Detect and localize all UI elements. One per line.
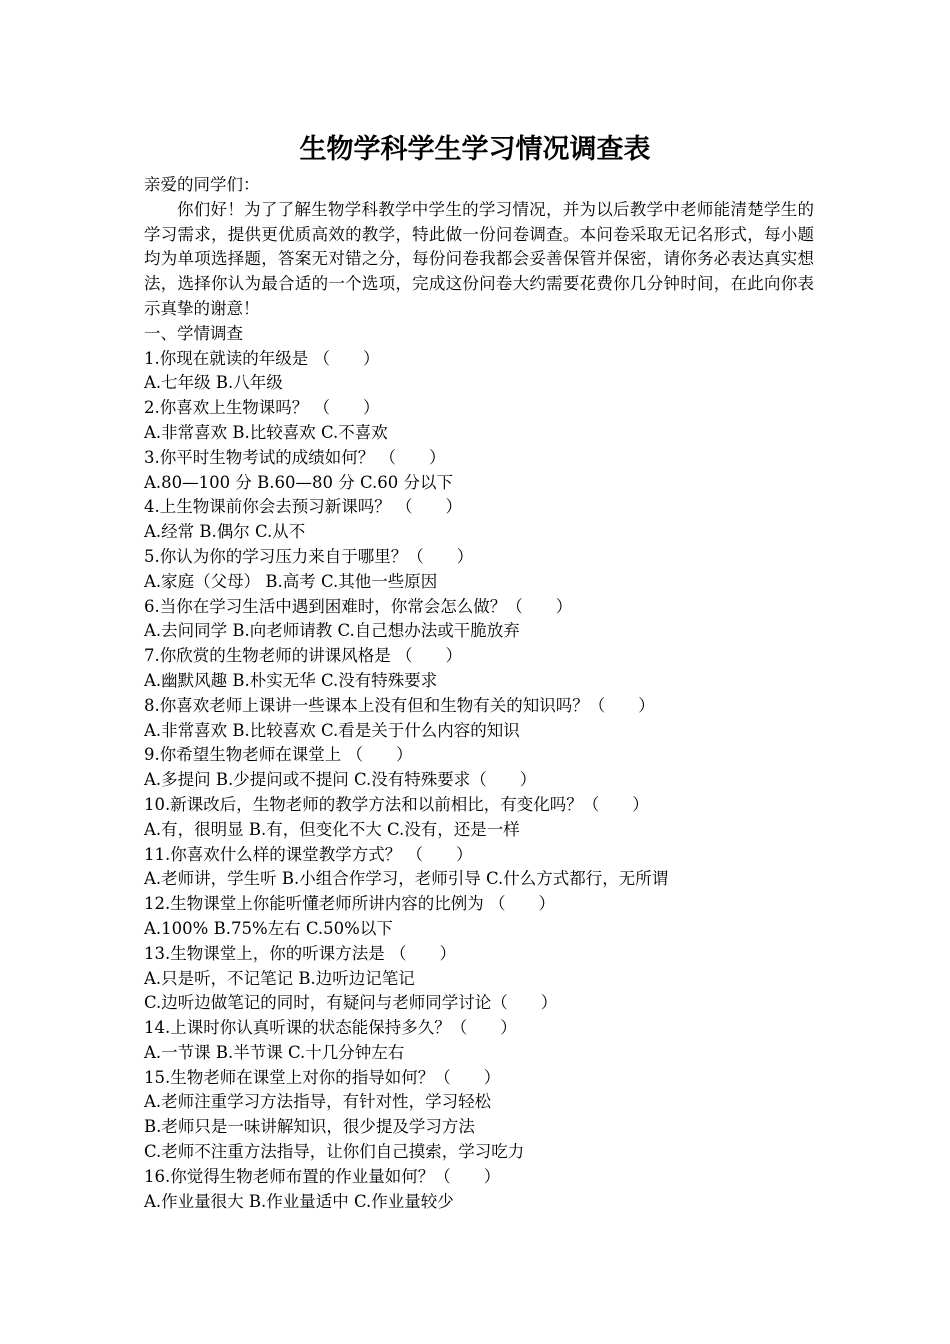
intro-paragraph: 你们好！为了了解生物学科教学中学生的学习情况，并为以后教学中老师能清楚学生的学习需求，提供更优质高效的教学，特此做一份问卷调查。本问卷采取无记名形式，每小题均为单项选择题，答案无对错之分，每份问卷我都会妥善保管并保密，请你务必表达真实想法，选择你认为最合适的一个选项，完成这份问卷大约需要花费你几分钟时间，在此向你表示真挚的谢意！ (144, 199, 814, 318)
question-line: 5.你认为你的学习压力来自于哪里？（ ） (144, 546, 474, 566)
option-line: A.一节课 B.半节课 C.十几分钟左右 (144, 1042, 405, 1062)
document-title: 生物学科学生学习情况调查表 (299, 134, 651, 165)
option-line: A.幽默风趣 B.朴实无华 C.没有特殊要求 (144, 670, 438, 690)
question-line: 15.生物老师在课堂上对你的指导如何？（ ） (144, 1067, 501, 1087)
question-line: 16.你觉得生物老师布置的作业量如何？（ ） (144, 1166, 501, 1186)
question-line: 8.你喜欢老师上课讲一些课本上没有但和生物有关的知识吗？（ ） (144, 695, 655, 715)
option-line: C.边听边做笔记的同时，有疑问与老师同学讨论（ ） (144, 993, 558, 1013)
option-line: A.老师讲，学生听 B.小组合作学习，老师引导 C.什么方式都行，无所谓 (144, 869, 669, 889)
option-line: A.多提问 B.少提问或不提问 C.没有特殊要求（ ） (144, 770, 537, 790)
question-line: 3.你平时生物考试的成绩如何？ （ ） (144, 447, 446, 467)
document-body (144, 173, 814, 1214)
option-line: A.80—100 分 B.60—80 分 C.60 分以下 (144, 472, 454, 492)
option-line: A.非常喜欢 B.比较喜欢 C.看是关于什么内容的知识 (144, 720, 520, 740)
question-line: 11.你喜欢什么样的课堂教学方式？ （ ） (144, 844, 473, 864)
option-line: A.有，很明显 B.有，但变化不大 C.没有，还是一样 (144, 819, 520, 839)
question-line: 10.新课改后，生物老师的教学方法和以前相比，有变化吗？（ ） (144, 794, 649, 814)
question-line: 2.你喜欢上生物课吗？ （ ） (144, 398, 380, 418)
option-line: A.七年级 B.八年级 (144, 373, 283, 393)
question-line: 1.你现在就读的年级是 （ ） (144, 348, 380, 368)
option-line: A.经常 B.偶尔 C.从不 (144, 522, 306, 542)
option-line: A.100% B.75%左右 C.50%以下 (144, 918, 393, 938)
option-line: A.作业量很大 B.作业量适中 C.作业量较少 (144, 1191, 454, 1211)
question-line: 13.生物课堂上，你的听课方法是 （ ） (144, 943, 456, 963)
section-heading: 一、学情调查 (144, 323, 243, 343)
greeting: 亲爱的同学们： (144, 175, 260, 194)
option-line: C.老师不注重方法指导，让你们自己摸索，学习吃力 (144, 1142, 525, 1162)
option-line: A.老师注重学习方法指导，有针对性，学习轻松 (144, 1092, 492, 1112)
question-line: 7.你欣赏的生物老师的讲课风格是 （ ） (144, 646, 462, 666)
question-line: 9.你希望生物老师在课堂上 （ ） (144, 745, 413, 765)
option-line: A.家庭（父母） B.高考 C.其他一些原因 (144, 571, 438, 591)
question-line: 6.当你在学习生活中遇到困难时，你常会怎么做？（ ） (144, 596, 573, 616)
question-line: 4.上生物课前你会去预习新课吗？ （ ） (144, 497, 462, 517)
option-line: B.老师只是一味讲解知识，很少提及学习方法 (144, 1117, 475, 1137)
option-line: A.非常喜欢 B.比较喜欢 C.不喜欢 (144, 422, 388, 442)
option-line: A.去问同学 B.向老师请教 C.自己想办法或干脆放弃 (144, 621, 520, 641)
option-line: A.只是听，不记笔记 B.边听边记笔记 (144, 968, 415, 988)
question-line: 12.生物课堂上你能听懂老师所讲内容的比例为 （ ） (144, 894, 555, 914)
question-line: 14.上课时你认真听课的状态能保持多久？（ ） (144, 1018, 517, 1038)
